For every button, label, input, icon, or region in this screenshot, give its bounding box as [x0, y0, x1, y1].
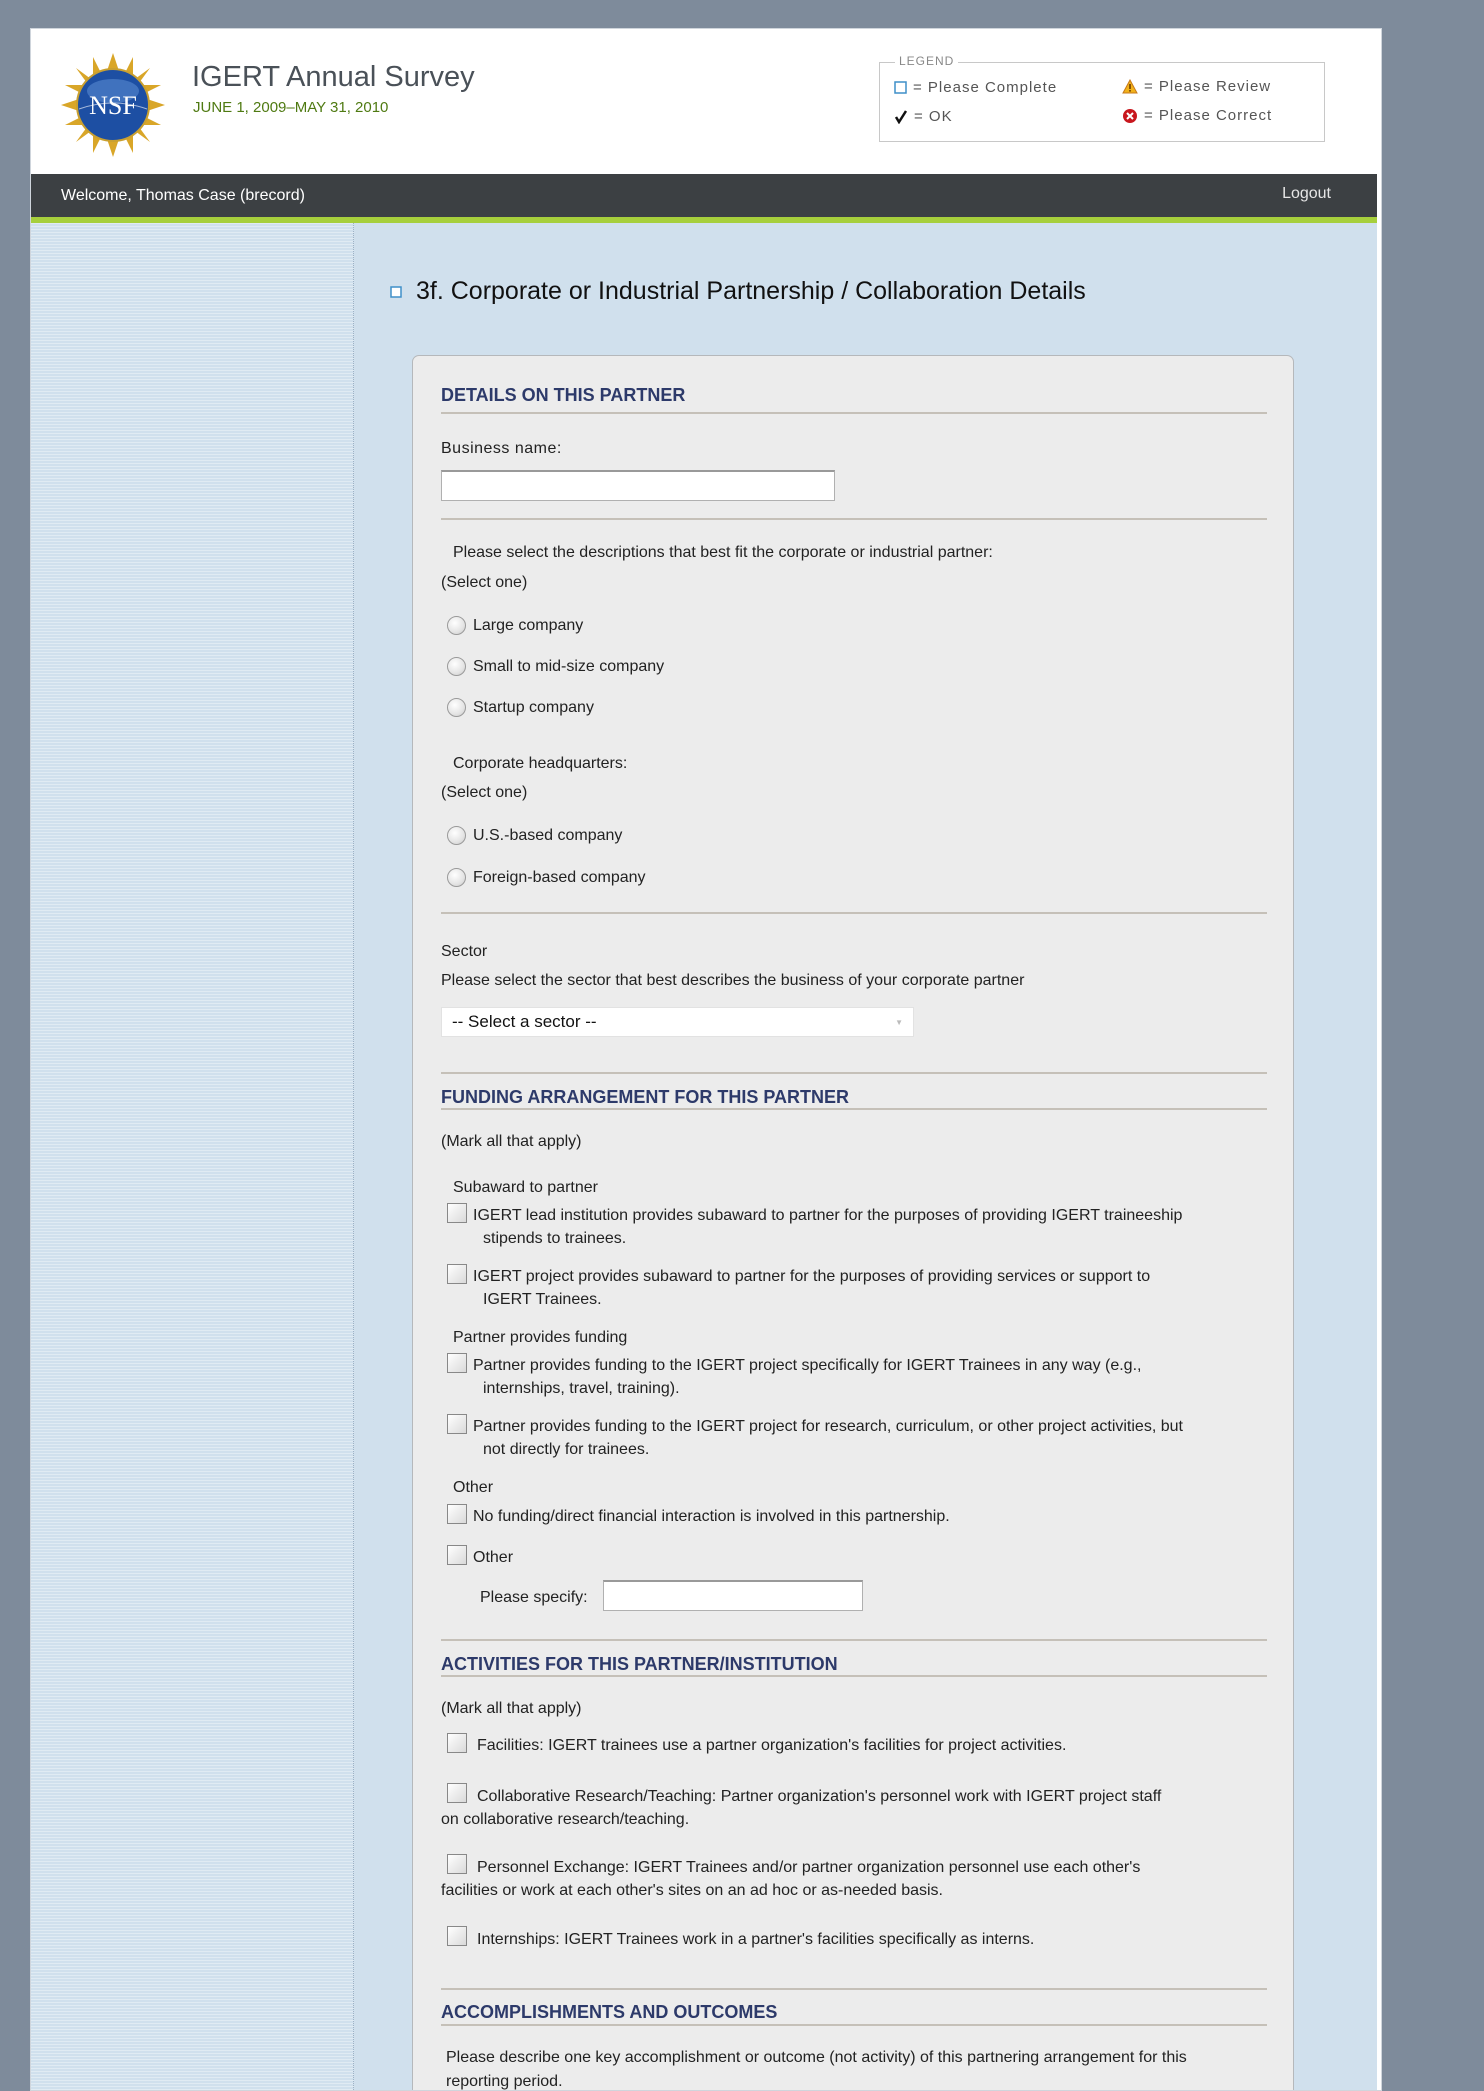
hq-question: Corporate headquarters: [453, 755, 628, 772]
please-specify-input[interactable] [603, 1580, 863, 1611]
no-funding-label: No funding/direct financial interaction is involved in this partnership. [473, 1508, 950, 1525]
legend-please-correct-label: = Please Correct [1144, 107, 1273, 124]
warning-icon [1122, 79, 1138, 94]
select-one-note: (Select one) [441, 574, 528, 591]
startup-company-radio[interactable] [447, 698, 466, 717]
form-panel [412, 355, 1294, 2091]
foreign-based-label: Foreign-based company [473, 869, 646, 886]
divider [441, 518, 1267, 520]
legend-ok [894, 108, 953, 125]
main-content [354, 223, 1377, 2090]
sector-help: Please select the sector that best describes the business of your corporate partner [441, 972, 1025, 989]
please-specify-label: Please specify: [480, 1589, 588, 1606]
provides-research-checkbox[interactable] [447, 1414, 467, 1434]
subaward-project-checkbox[interactable] [447, 1264, 467, 1284]
facilities-label: Facilities: IGERT trainees use a partner organization's facilities for project activities. [477, 1737, 1067, 1754]
nsf-logo [59, 51, 167, 159]
large-company-label: Large company [473, 617, 584, 634]
svg-text:NSF: NSF [89, 91, 137, 120]
divider [441, 412, 1267, 414]
legend-ok-label: = OK [914, 108, 953, 125]
business-name-input[interactable] [441, 470, 835, 501]
empty-square-icon [894, 81, 907, 94]
no-funding-checkbox[interactable] [447, 1504, 467, 1524]
divider [441, 2024, 1267, 2026]
other-funding-checkbox[interactable] [447, 1545, 467, 1565]
provides-trainees-label-2: internships, travel, training). [483, 1380, 680, 1397]
provides-trainees-checkbox[interactable] [447, 1353, 467, 1373]
partner-provides-heading: Partner provides funding [453, 1329, 628, 1346]
legend [879, 54, 1325, 142]
legend-please-complete [894, 79, 1057, 96]
facilities-checkbox[interactable] [447, 1733, 467, 1753]
subaward-lead-label-1: IGERT lead institution provides subaward to partner for the purposes of providing IGERT traineeship [473, 1207, 1183, 1224]
internships-checkbox[interactable] [447, 1926, 467, 1946]
accomplishments-heading: ACCOMPLISHMENTS AND OUTCOMES [441, 2002, 778, 2022]
small-mid-company-radio[interactable] [447, 657, 466, 676]
survey-period: JUNE 1, 2009–MAY 31, 2010 [193, 99, 389, 116]
divider [441, 912, 1267, 914]
us-based-label: U.S.-based company [473, 827, 623, 844]
error-icon [1122, 108, 1138, 124]
top-nav-bar [31, 174, 1377, 223]
divider [441, 1675, 1267, 1677]
subaward-heading: Subaward to partner [453, 1179, 598, 1196]
checkmark-icon [894, 110, 908, 124]
app-title: IGERT Annual Survey [192, 61, 475, 93]
legend-title: LEGEND [895, 54, 958, 68]
divider [441, 1639, 1267, 1641]
business-name-label: Business name: [441, 440, 562, 457]
divider [441, 1108, 1267, 1110]
sector-selected-value: -- Select a sector -- [452, 1012, 597, 1031]
internships-label: Internships: IGERT Trainees work in a partner's facilities specifically as interns. [477, 1931, 1035, 1948]
provides-research-label-1: Partner provides funding to the IGERT project for research, curriculum, or other project activities, but [473, 1418, 1183, 1435]
legend-please-complete-label: = Please Complete [913, 79, 1058, 96]
activities-mark-all-note: (Mark all that apply) [441, 1700, 582, 1717]
header [31, 29, 1381, 174]
legend-please-review [1122, 78, 1271, 95]
large-company-radio[interactable] [447, 616, 466, 635]
personnel-exchange-label-2: facilities or work at each other's sites on an ad hoc or as-needed basis. [441, 1882, 943, 1899]
subaward-lead-label-2: stipends to trainees. [483, 1230, 627, 1247]
legend-please-correct [1122, 107, 1272, 124]
sector-select[interactable] [441, 1007, 914, 1037]
page-heading [390, 277, 1086, 306]
legend-please-review-label: = Please Review [1144, 78, 1272, 95]
sector-label: Sector [441, 943, 488, 960]
collaborative-checkbox[interactable] [447, 1783, 467, 1803]
provides-trainees-label-1: Partner provides funding to the IGERT project specifically for IGERT Trainees in any way (e.g., [473, 1357, 1142, 1374]
subaward-lead-checkbox[interactable] [447, 1203, 467, 1223]
divider [441, 1988, 1267, 1990]
welcome-message: Welcome, Thomas Case (brecord) [61, 187, 305, 204]
provides-research-label-2: not directly for trainees. [483, 1441, 650, 1458]
foreign-based-radio[interactable] [447, 868, 466, 887]
hq-select-one-note: (Select one) [441, 784, 528, 801]
please-complete-status-icon [390, 286, 402, 298]
other-heading: Other [453, 1479, 494, 1496]
personnel-exchange-label-1: Personnel Exchange: IGERT Trainees and/or partner organization personnel use each other's [477, 1859, 1141, 1876]
us-based-radio[interactable] [447, 826, 466, 845]
small-mid-company-label: Small to mid-size company [473, 658, 665, 675]
details-heading: DETAILS ON THIS PARTNER [441, 385, 686, 405]
funding-heading: FUNDING ARRANGEMENT FOR THIS PARTNER [441, 1087, 849, 1107]
accomplishment-prompt-1: Please describe one key accomplishment or outcome (not activity) of this partnering arrangement for this [446, 2049, 1187, 2066]
funding-mark-all-note: (Mark all that apply) [441, 1133, 582, 1150]
subaward-project-label-1: IGERT project provides subaward to partner for the purposes of providing services or support to [473, 1268, 1151, 1285]
collaborative-label-1: Collaborative Research/Teaching: Partner organization's personnel work with IGERT project staff [477, 1788, 1162, 1805]
page-title: 3f. Corporate or Industrial Partnership / Collaboration Details [416, 277, 1086, 305]
sidebar [31, 223, 354, 2090]
logout-link[interactable]: Logout [1282, 185, 1331, 202]
divider [441, 1072, 1267, 1074]
other-funding-label: Other [473, 1549, 514, 1566]
collaborative-label-2: on collaborative research/teaching. [441, 1811, 690, 1828]
subaward-project-label-2: IGERT Trainees. [483, 1291, 602, 1308]
activities-heading: ACTIVITIES FOR THIS PARTNER/INSTITUTION [441, 1654, 838, 1674]
survey-page [30, 28, 1382, 2091]
personnel-exchange-checkbox[interactable] [447, 1854, 467, 1874]
descriptions-question: Please select the descriptions that best fit the corporate or industrial partner: [453, 544, 993, 561]
dropdown-arrow-icon: ▼ [895, 1017, 903, 1027]
startup-company-label: Startup company [473, 699, 594, 716]
accomplishment-prompt-2: reporting period. [446, 2073, 563, 2090]
